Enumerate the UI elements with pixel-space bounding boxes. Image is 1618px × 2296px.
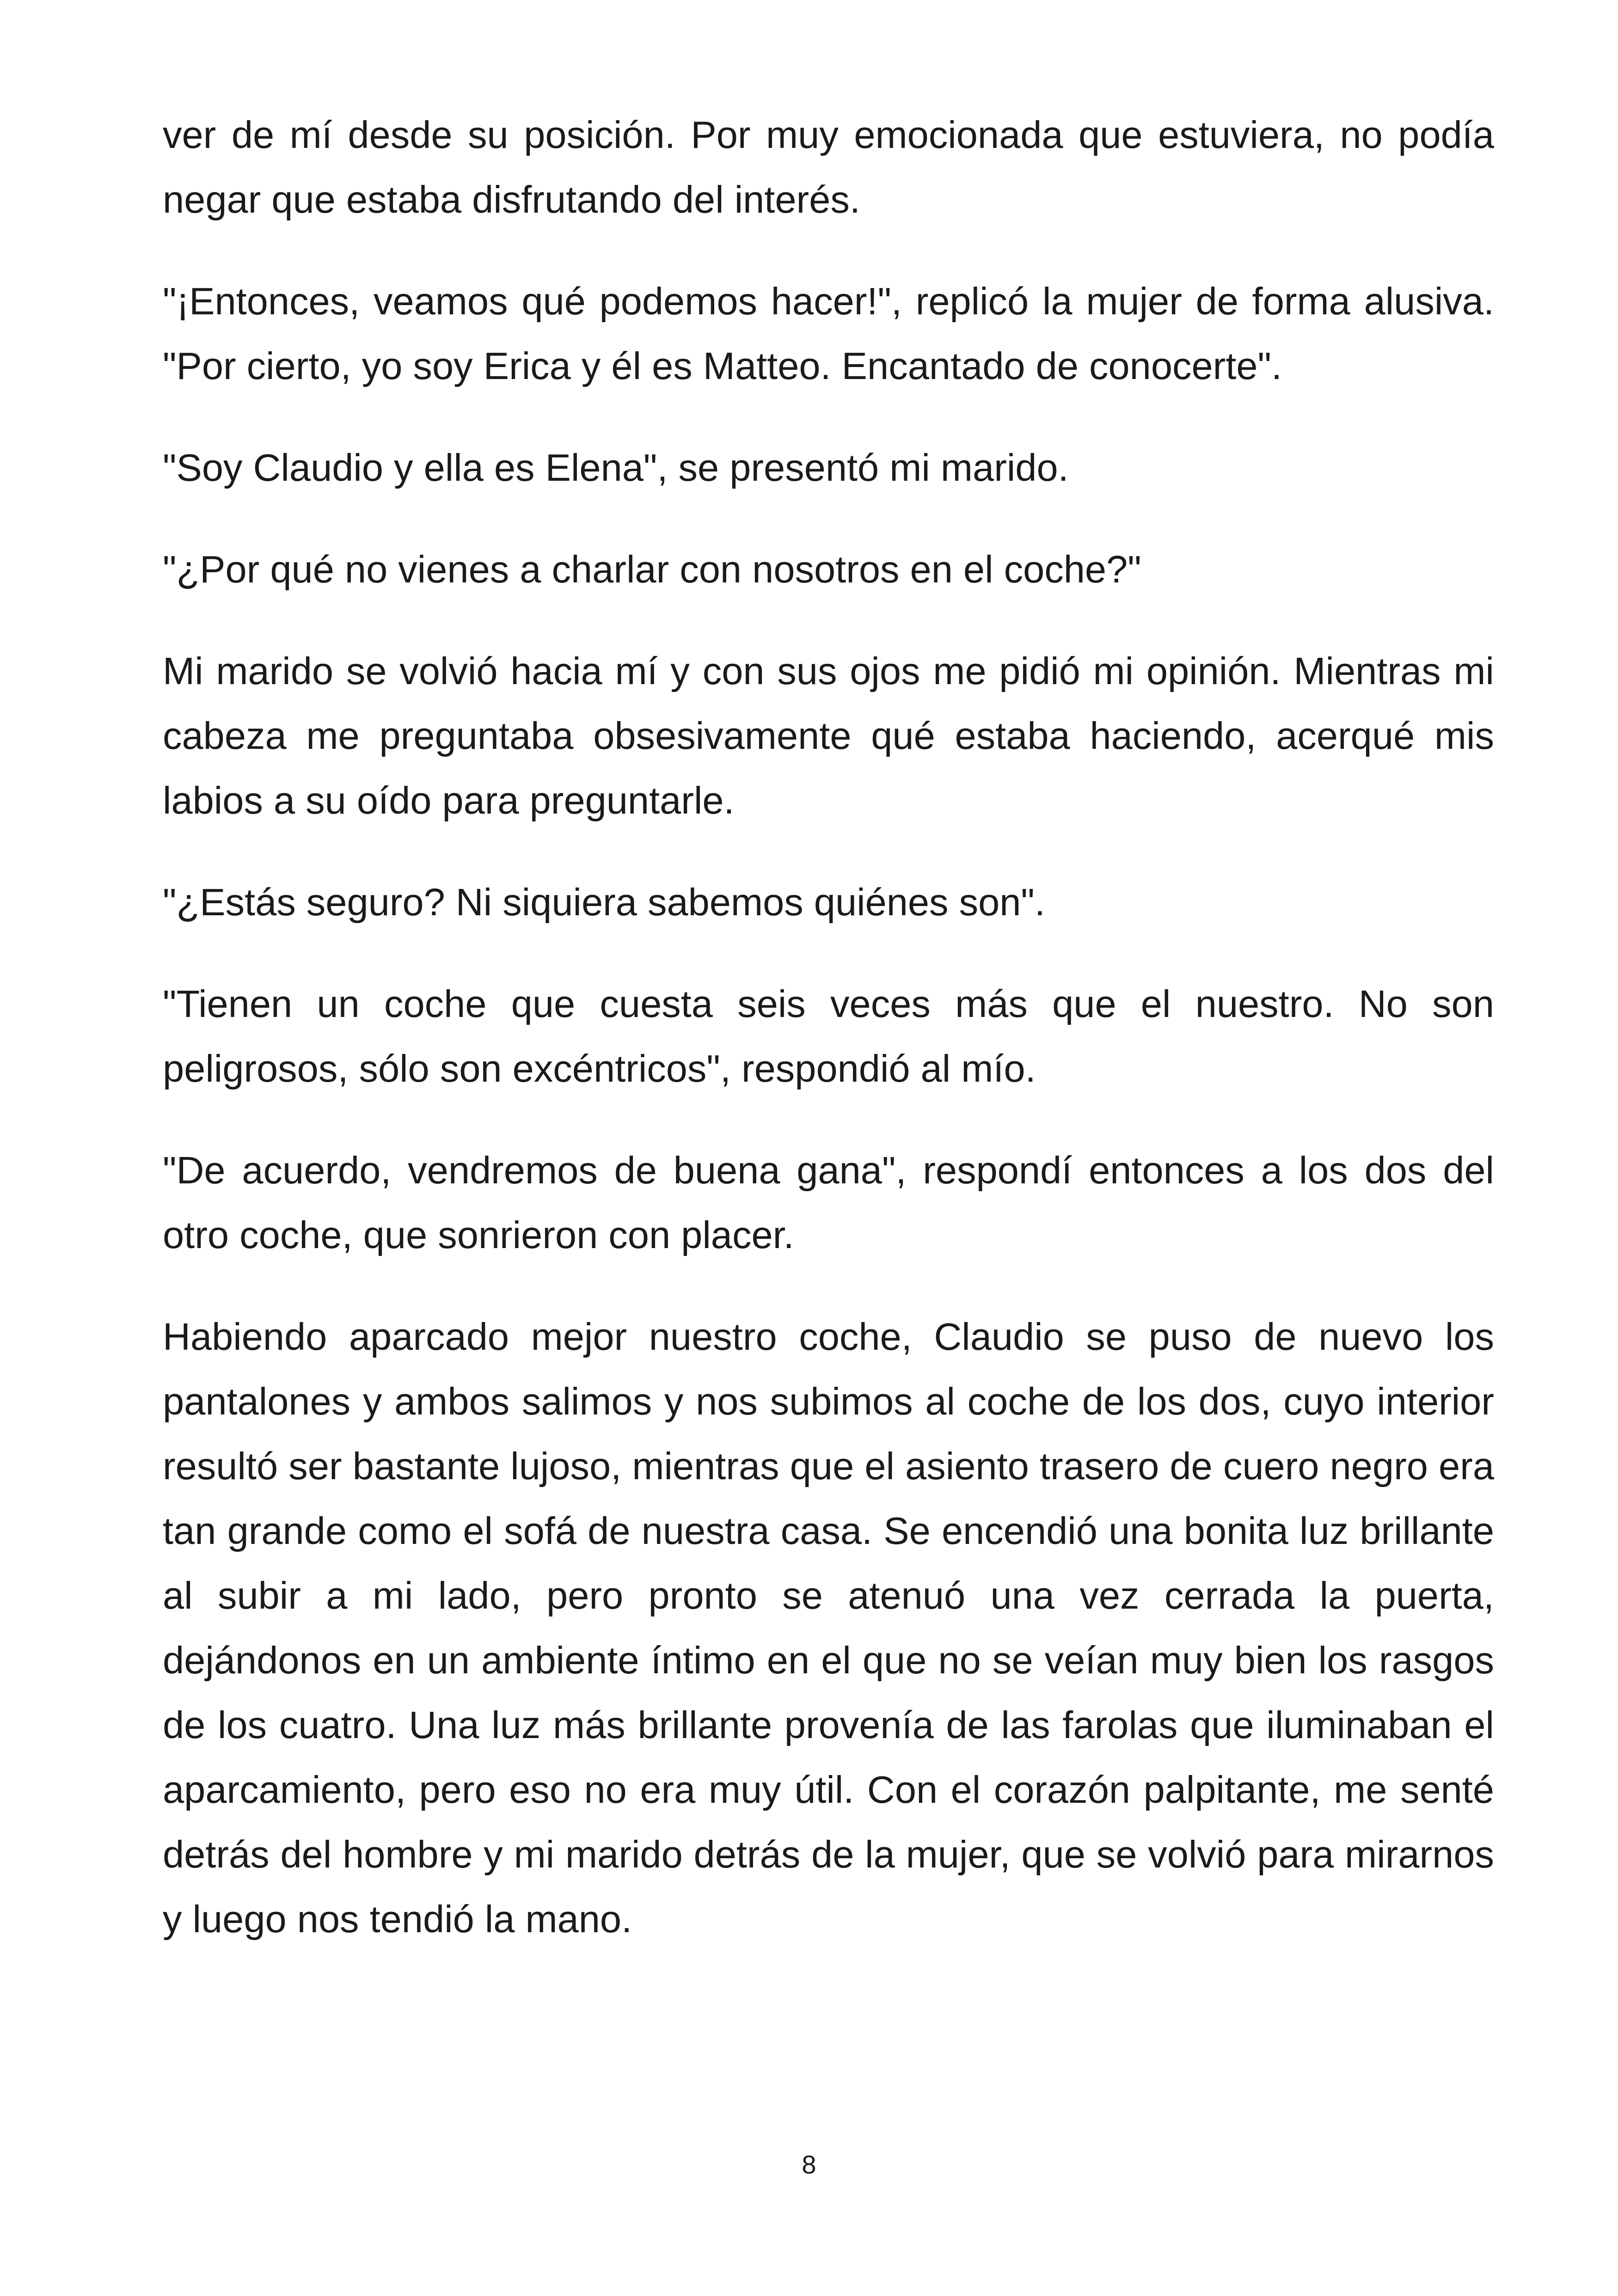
paragraph-9: Habiendo aparcado mejor nuestro coche, Claudio se puso de nuevo los pantalones y ambos salimos y nos subimos al coche de los dos, cuyo interior resultó ser bastante lujoso, mientras que el asiento trasero de cuero negro era tan grande como el sofá de nuestra casa. Se encendió una bonita luz brillante al subir a mi lado, pero pronto se atenuó una vez cerrada la puerta, dejándonos en un ambiente íntimo en el que no se veían muy bien los rasgos de los cuatro. Una luz más brillante provenía de las farolas que iluminaban el aparcamiento, pero eso no era muy útil. Con el corazón palpitante, me senté detrás del hombre y mi marido detrás de la mujer, que se volvió para mirarnos y luego nos tendió la mano. [163, 1315, 1494, 1941]
paragraph-5: Mi marido se volvió hacia mí y con sus ojos me pidió mi opinión. Mientras mi cabeza me preguntaba obsesivamente qué estaba haciendo, acerqué mis labios a su oído para preguntarle. [163, 649, 1494, 822]
paragraph-8: "De acuerdo, vendremos de buena gana", respondí entonces a los dos del otro coche, que sonrieron con placer. [163, 1149, 1494, 1256]
paragraph-4: "¿Por qué no vienes a charlar con nosotros en el coche?" [163, 548, 1141, 591]
paragraph-6: "¿Estás seguro? Ni siquiera sabemos quiénes son". [163, 881, 1045, 924]
paragraph-1: ver de mí desde su posición. Por muy emocionada que estuviera, no podía negar que estaba disfrutando del interés. [163, 113, 1494, 221]
paragraph-2: "¡Entonces, veamos qué podemos hacer!", replicó la mujer de forma alusiva. "Por cierto, yo soy Erica y él es Matteo. Encantado de conocerte". [163, 280, 1494, 387]
body-text [163, 103, 1494, 1989]
paragraph-7: "Tienen un coche que cuesta seis veces más que el nuestro. No son peligrosos, sólo son excéntricos", respondió al mío. [163, 982, 1494, 1090]
paragraph-3: "Soy Claudio y ella es Elena", se presentó mi marido. [163, 446, 1069, 489]
page-number: 8 [802, 2150, 816, 2179]
